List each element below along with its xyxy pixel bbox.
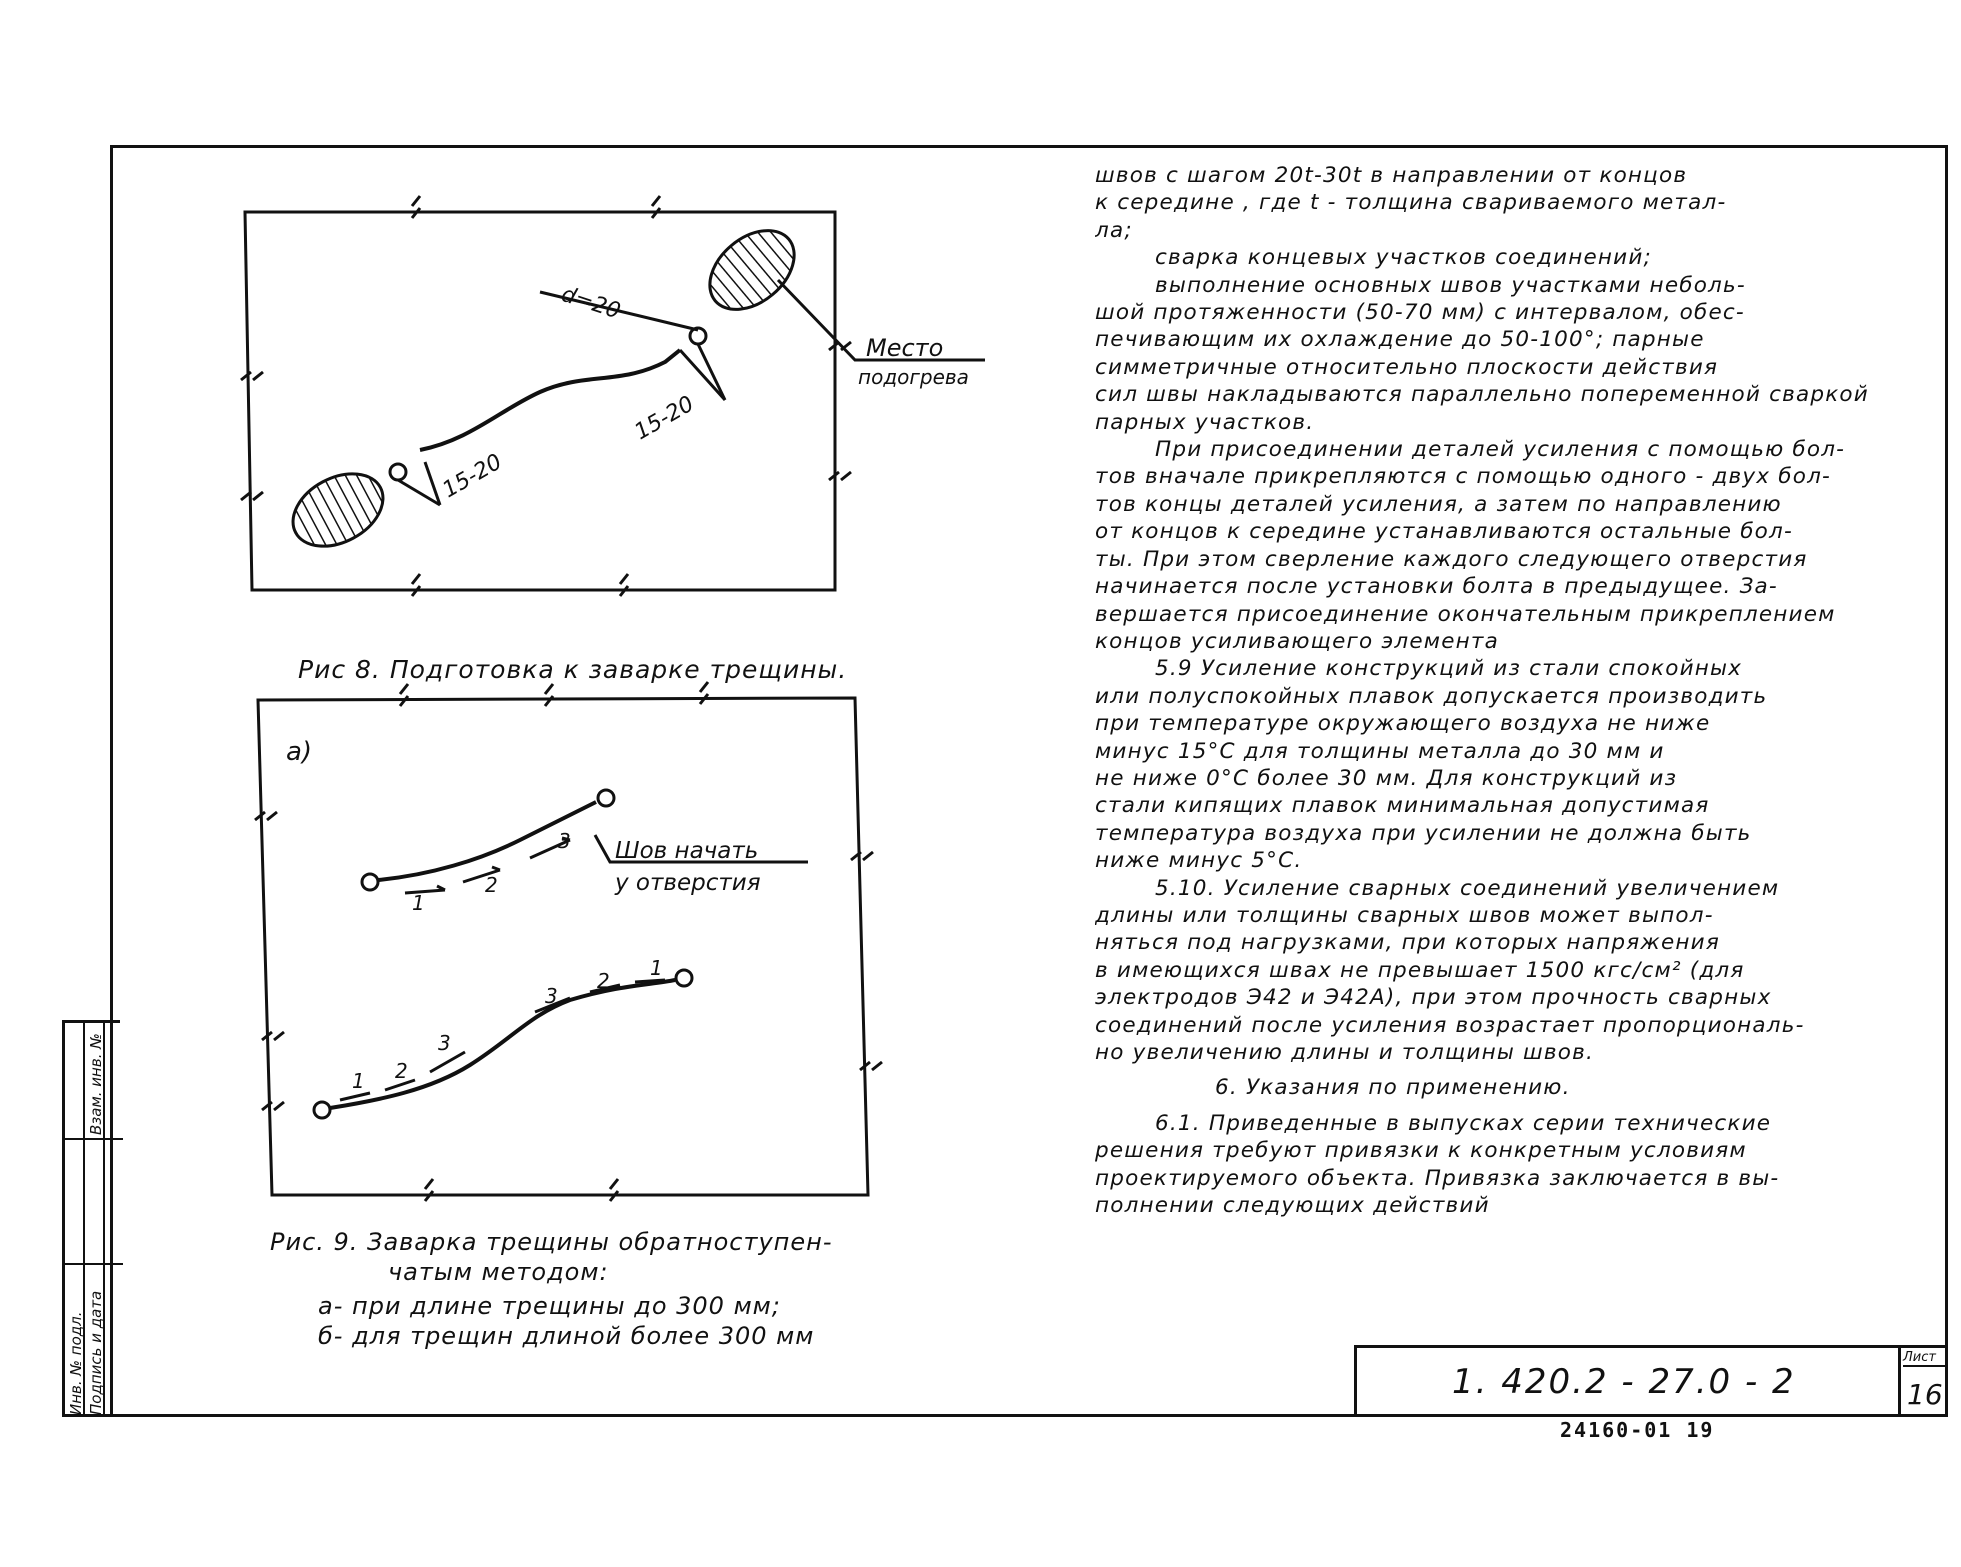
fig8-heat-label-1: Место [866, 334, 944, 362]
text-line: сил швы накладываются параллельно попеременной сваркой [1095, 382, 1869, 408]
text-line: соединений после усиления возрастает пропорциональ- [1095, 1012, 1805, 1038]
fig9-frame [258, 698, 868, 1195]
fig9b-hole-right [676, 970, 692, 986]
text-line: решения требуют привязки к конкретным условиям [1095, 1138, 1747, 1164]
text-line: проектируемого объекта. Привязка заключается в вы- [1095, 1165, 1780, 1191]
text-line: начинается после установки болта в предыдущее. За- [1095, 574, 1778, 600]
fig9a-seq-1: 1 [412, 891, 425, 915]
fig8-heat-spot-right [695, 215, 810, 326]
text-line: концов усиливающего элемента [1095, 628, 1500, 654]
text-line: ниже минус 5°С. [1095, 848, 1303, 874]
text-line: полнении следующих действий [1095, 1193, 1490, 1219]
fig8-heat-spot-left [281, 459, 396, 561]
fig9b-seq-3u: 3 [545, 984, 558, 1008]
text-line: вершается присоединение окончательным прикреплением [1095, 601, 1836, 627]
fig8-caption: Рис 8. Подготовка к заварке трещины. [298, 655, 848, 684]
text-line: сварка концевых участков соединений; [1155, 245, 1652, 271]
fig9b-hole-left [314, 1102, 330, 1118]
side-label-inv: Инв. № подл. [67, 1311, 85, 1415]
text-line: 6. Указания по применению. [1215, 1075, 1571, 1101]
title-block [1354, 1345, 1948, 1417]
text-line: или полуспокойных плавок допускается производить [1095, 683, 1768, 709]
fig9-caption-3: а- при длине трещины до 300 мм; [318, 1292, 781, 1320]
text-line: электродов Э42 и Э42А), при этом прочность сварных [1095, 985, 1772, 1011]
text-line: тов концы деталей усиления, а затем по направлению [1095, 491, 1782, 517]
text-line: от концов к середине устанавливаются остальные бол- [1095, 519, 1793, 545]
text-line: шой протяженности (50-70 мм) с интервалом, обес- [1095, 300, 1745, 326]
text-line: в имеющихся швах не превышает 1500 кгс/см² (для [1095, 957, 1745, 983]
fig9b-seq-2u: 2 [597, 969, 610, 993]
inventory-number: 24160-01 19 [1560, 1418, 1715, 1442]
text-line: минус 15°С для толщины металла до 30 мм и [1095, 738, 1665, 764]
text-line: печивающим их охлаждение до 50-100°; парные [1095, 327, 1705, 353]
fig9b-seq-1l: 1 [352, 1069, 365, 1093]
fig8-hole-right [690, 328, 706, 344]
side-label-replace: Взам. инв. № [87, 1033, 105, 1135]
fig9a-hole-right [598, 790, 614, 806]
text-line: длины или толщины сварных швов может выпол- [1095, 902, 1714, 928]
fig9-caption-1: Рис. 9. Заварка трещины обратноступен- [270, 1228, 833, 1256]
text-line: швов с шагом 20t-30t в направлении от концов [1095, 163, 1688, 188]
fig9b-seq-3l: 3 [438, 1031, 451, 1055]
fig9-caption-4: б- для трещин длиной более 300 мм [318, 1322, 815, 1350]
fig9a-seq-2: 2 [485, 873, 498, 897]
side-label-sign: Подпись и дата [87, 1290, 105, 1415]
text-line: тов вначале прикрепляются с помощью одного - двух бол- [1095, 464, 1831, 490]
text-line: 5.10. Усиление сварных соединений увеличением [1155, 875, 1780, 901]
sheet-cell [1898, 1348, 1948, 1417]
text-line: парных участков. [1095, 409, 1315, 435]
figure-8 [241, 196, 985, 596]
fig9b-seq-2l: 2 [395, 1059, 408, 1083]
doc-code: 1. 420.2 - 27.0 - 2 [1452, 1362, 1796, 1402]
fig9b-crack [330, 980, 675, 1108]
fig9-caption-2: чатым методом: [388, 1258, 609, 1286]
body-text [1095, 162, 1945, 1219]
text-line: не ниже 0°С более 30 мм. Для конструкций из [1095, 765, 1678, 791]
text-line: но увеличению длины и толщины швов. [1095, 1040, 1595, 1065]
text-line: стали кипящих плавок минимальная допустимая [1095, 793, 1710, 819]
text-line: 6.1. Приведенные в выпусках серии технические [1155, 1110, 1772, 1136]
fig9b-seq-1u: 1 [650, 956, 663, 980]
text-line: няться под нагрузками, при которых напряжения [1095, 930, 1720, 956]
fig8-heat-label-2: подогрева [858, 365, 969, 389]
text-line: 5.9 Усиление конструкций из стали спокойных [1155, 656, 1743, 682]
fig9a-seq-3: 3 [558, 829, 571, 853]
sheet-number: 16 [1907, 1378, 1943, 1411]
text-line: к середине , где t - толщина свариваемого метал- [1095, 190, 1727, 216]
fig9-note-1: Шов начать [615, 838, 759, 864]
fig9-note-2: у отверстия [615, 870, 761, 896]
fig8-label-1520-left: 15-20 [438, 449, 507, 504]
text-line: температура воздуха при усилении не должна быть [1095, 820, 1752, 846]
fig9a-hole-left [362, 874, 378, 890]
text-line: выполнение основных швов участками неболь- [1155, 272, 1746, 298]
sheet-label: Лист [1903, 1350, 1947, 1367]
fig9-panel-a: а) [286, 737, 313, 767]
fig8-hole-left [390, 464, 406, 480]
fig8-label-1520-right: 15-20 [630, 391, 699, 446]
text-line: При присоединении деталей усиления с помощью бол- [1155, 437, 1846, 463]
fig8-label-d: d=20 [558, 281, 624, 325]
figure-9 [255, 682, 882, 1201]
text-line: ла; [1095, 217, 1133, 243]
text-line: симметричные относительно плоскости действия [1095, 354, 1719, 380]
text-line: ты. При этом сверление каждого следующего отверстия [1095, 546, 1808, 572]
text-line: при температуре окружающего воздуха не ниже [1095, 711, 1711, 737]
